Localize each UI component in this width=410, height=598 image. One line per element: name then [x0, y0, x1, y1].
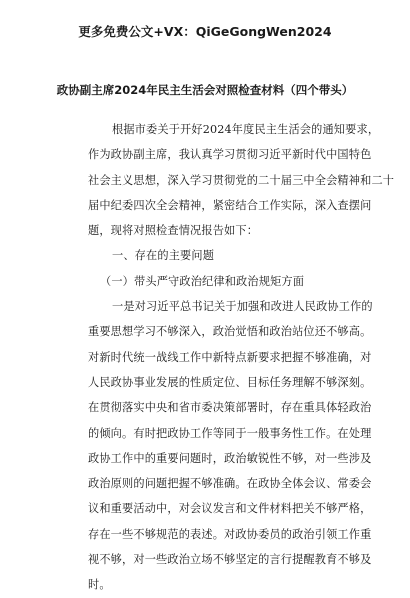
body-line: 在贯彻落实中央和省市委决策部署时，存在重具体轻政治 — [88, 401, 372, 415]
body-line: 议和重要活动中，对会议发言和文件材料把关不够严格， — [88, 502, 372, 516]
body-line: 社会主义思想，深入学习贯彻党的二十届三中全会精神和二十 — [88, 173, 395, 187]
body-line: 时。 — [88, 578, 111, 592]
body-line: 届中纪委四次全会精神，紧密结合工作实际，深入查摆问 — [88, 198, 372, 212]
body-line: 一是对习近平总书记关于加强和改进人民政协工作的 — [112, 300, 373, 314]
body-line: 政治原则的问题把握不够准确。在政协全体会议、常委会 — [88, 477, 372, 491]
document-title: 政协副主席2024年民主生活会对照检查材料（四个带头） — [56, 83, 354, 97]
subsection-heading: （一）带头严守政治纪律和政治规矩方面 — [100, 274, 305, 288]
body-line: 题，现将对照检查情况报告如下： — [88, 224, 259, 238]
body-line: 重要思想学习不够深入，政治觉悟和政治站位还不够高。 — [88, 325, 372, 339]
section-heading: 一、存在的主要问题 — [112, 249, 215, 263]
body-line: 对新时代统一战线工作中新特点新要求把握不够准确，对 — [88, 350, 372, 364]
body-line: 视不够，对一些政治立场不够坚定的言行提醒教育不够及 — [88, 553, 372, 567]
body-line: 政协工作中的重要问题时，政治敏锐性不够，对一些涉及 — [88, 451, 372, 465]
body-line: 人民政协事业发展的性质定位、目标任务理解不够深刻。 — [88, 375, 372, 389]
body-line: 存在一些不够规范的表述。对政协委员的政治引领工作重 — [88, 527, 372, 541]
watermark-header: 更多免费公文+VX：QiGeGongWen2024 — [78, 24, 332, 39]
document-body — [88, 117, 395, 598]
body-line: 根据市委关于开好2024年度民主生活会的通知要求， — [112, 123, 380, 136]
body-line: 作为政协副主席，我认真学习贯彻习近平新时代中国特色 — [88, 148, 372, 162]
body-line: 的倾向。有时把政协工作等同于一般事务性工作。在处理 — [88, 426, 372, 440]
